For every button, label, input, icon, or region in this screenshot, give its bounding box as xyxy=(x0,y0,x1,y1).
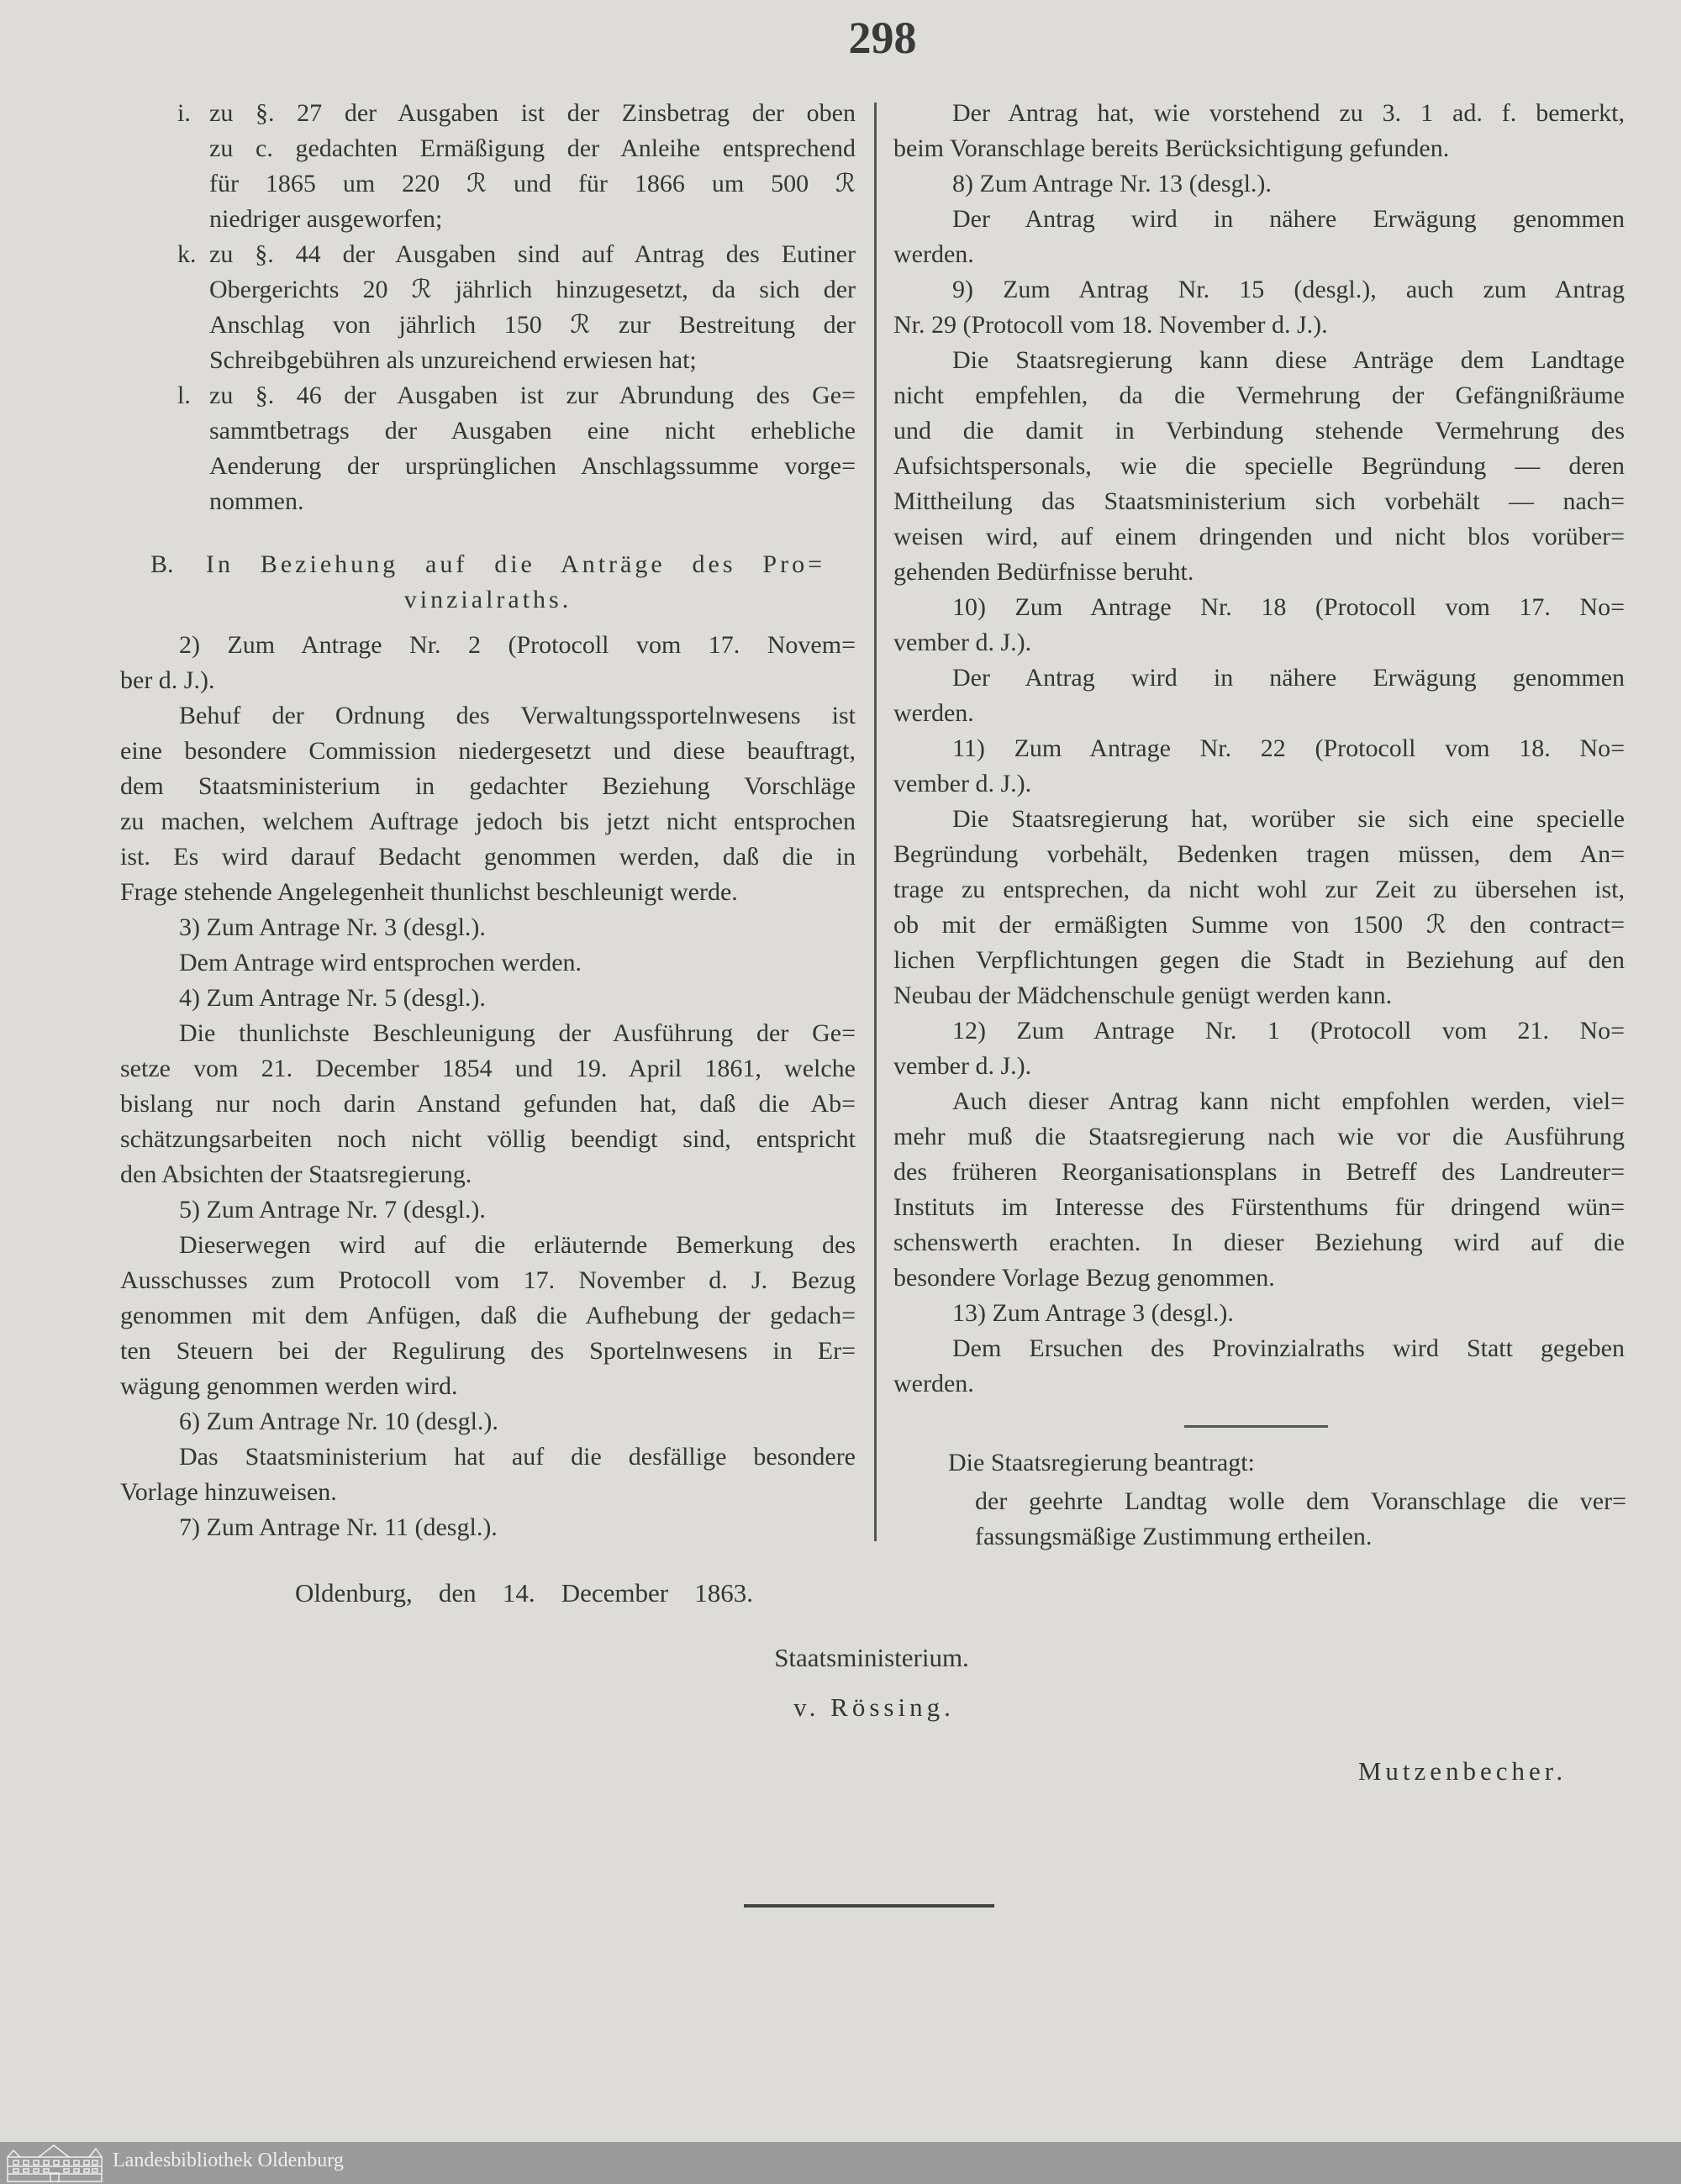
text-line: schätzungsarbeiten noch nicht völlig beendigt sind, entspricht xyxy=(120,1125,856,1153)
motion-reference xyxy=(893,272,1625,343)
paragraph xyxy=(120,1439,856,1510)
text-line: 12) Zum Antrage Nr. 1 (Protocoll vom 21. No= xyxy=(952,1017,1625,1045)
text-line: Aenderung der ursprünglichen Anschlagssumme vorge= xyxy=(209,452,856,480)
text-line: Begründung vorbehält, Bedenken tragen müssen, dem An= xyxy=(893,840,1625,868)
text-line: Mittheilung das Staatsministerium sich vorbehält — nach= xyxy=(893,487,1625,515)
text-line-content: In Beziehung auf die Anträge des Pro= xyxy=(206,550,825,578)
text-line: Die thunlichste Beschleunigung der Ausführung der Ge= xyxy=(179,1019,856,1047)
text-line: Nr. 29 (Protocoll vom 18. November d. J.). xyxy=(893,311,1328,339)
paragraph xyxy=(120,237,856,378)
motion-reference xyxy=(120,628,856,698)
text-line: bislang nur noch darin Anstand gefunden hat, daß die Ab= xyxy=(120,1090,856,1118)
text-line xyxy=(120,96,856,131)
text-line: Schreibgebühren als unzureichend erwiesen hat; xyxy=(209,346,697,374)
text-line: 10) Zum Antrage Nr. 18 (Protocoll vom 17. No= xyxy=(952,593,1625,621)
text-line: Anschlag von jährlich 150 ℛ zur Bestreitung der xyxy=(209,311,856,339)
text-line: mehr muß die Staatsregierung nach wie vor die Ausführung xyxy=(893,1123,1625,1150)
text-line: 2) Zum Antrage Nr. 2 (Protocoll vom 17. Novem= xyxy=(179,631,856,659)
text-line: gehenden Bedürfnisse beruht. xyxy=(893,558,1194,586)
text-line: niedriger ausgeworfen; xyxy=(209,205,443,233)
left-column xyxy=(120,96,856,1545)
paragraph xyxy=(120,945,856,981)
text-line: eine besondere Commission niedergesetzt und diese beauftragt, xyxy=(120,737,856,765)
text-line: Dem Antrage wird entsprochen werden. xyxy=(179,949,582,976)
motion-reference xyxy=(893,166,1625,202)
text-line: 9) Zum Antrag Nr. 15 (desgl.), auch zum Antrag xyxy=(952,276,1625,303)
text-line: vember d. J.). xyxy=(893,629,1032,656)
text-line: 3) Zum Antrage Nr. 3 (desgl.). xyxy=(179,913,486,941)
paragraph xyxy=(893,802,1625,1013)
text-line-content: zu §. 44 der Ausgaben sind auf Antrag des Eutiner xyxy=(209,240,856,268)
text-line xyxy=(120,547,856,582)
text-line: Aufsichtspersonals, wie die specielle Begründung — deren xyxy=(893,452,1625,480)
signature-office: Staatsministerium. xyxy=(774,1643,969,1672)
text-line: Dieserwegen wird auf die erläuternde Bemerkung des xyxy=(179,1231,856,1259)
text-line: nommen. xyxy=(209,487,304,515)
end-rule xyxy=(744,1904,994,1908)
text-line: Frage stehende Angelegenheit thunlichst beschleunigt werde. xyxy=(120,878,738,906)
text-line: Der Antrag hat, wie vorstehend zu 3. 1 ad. f. bemerkt, xyxy=(952,99,1625,127)
text-line: Die Staatsregierung hat, worüber sie sich eine specielle xyxy=(952,805,1625,833)
paragraph xyxy=(120,698,856,910)
list-marker: k. xyxy=(177,240,197,268)
text-line: 8) Zum Antrage Nr. 13 (desgl.). xyxy=(952,170,1272,197)
text-line: des früheren Reorganisationsplans in Betreff des Landreuter= xyxy=(893,1158,1625,1186)
signature-mutzenbecher: Mutzenbecher. xyxy=(1357,1756,1568,1786)
text-line-content: zu §. 46 der Ausgaben ist zur Abrundung des Ge= xyxy=(209,382,856,409)
text-line: 7) Zum Antrage Nr. 11 (desgl.). xyxy=(179,1513,498,1541)
text-line: Das Staatsministerium hat auf die desfällige besondere xyxy=(179,1443,856,1471)
page-number: 298 xyxy=(848,13,917,63)
text-line: dem Staatsministerium in gedachter Beziehung Vorschläge xyxy=(120,772,856,800)
text-line: werden. xyxy=(893,1370,974,1397)
text-line: Neubau der Mädchenschule genügt werden kann. xyxy=(893,981,1393,1009)
text-line: beim Voranschlage bereits Berücksichtigung gefunden. xyxy=(893,134,1450,162)
section-rule xyxy=(1184,1425,1328,1428)
motion-reference xyxy=(893,1296,1625,1331)
text-line: ist. Es wird darauf Bedacht genommen werden, daß die in xyxy=(120,843,856,871)
text-line: zu c. gedachten Ermäßigung der Anleihe entsprechend xyxy=(209,134,856,162)
text-line: lichen Verpflichtungen gegen die Stadt in Beziehung auf den xyxy=(893,946,1625,974)
motion-reference xyxy=(893,590,1625,660)
motion-reference xyxy=(120,910,856,945)
text-line: Ausschusses zum Protocoll vom 17. November d. J. Bezug xyxy=(120,1266,856,1294)
text-line xyxy=(120,378,856,413)
paragraph xyxy=(893,1084,1625,1296)
text-line: setze vom 21. December 1854 und 19. April 1861, welche xyxy=(120,1055,856,1082)
text-line: sammtbetrags der Ausgaben eine nicht erhebliche xyxy=(209,417,856,445)
motion-line: der geehrte Landtag wolle dem Voranschlage die ver= xyxy=(975,1487,1626,1515)
list-marker: i. xyxy=(177,99,191,127)
text-line: Auch dieser Antrag kann nicht empfohlen werden, viel= xyxy=(952,1087,1625,1115)
text-line: Dem Ersuchen des Provinzialraths wird Statt gegeben xyxy=(952,1334,1625,1362)
text-line: Behuf der Ordnung des Verwaltungssportelnwesens ist xyxy=(179,702,856,729)
text-line: weisen wird, auf einem dringenden und nicht blos vorüber= xyxy=(893,523,1625,550)
library-name: Landesbibliothek Oldenburg xyxy=(113,2150,344,2171)
motion-reference xyxy=(120,1192,856,1228)
text-line: vember d. J.). xyxy=(893,1052,1032,1080)
paragraph xyxy=(120,1228,856,1404)
text-line: Vorlage hinzuweisen. xyxy=(120,1478,337,1506)
paragraph xyxy=(893,96,1625,166)
motion-reference xyxy=(893,731,1625,802)
motion-reference xyxy=(120,1404,856,1439)
list-marker: B. xyxy=(150,550,174,578)
text-line: Der Antrag wird in nähere Erwägung genommen xyxy=(952,205,1625,233)
list-marker: l. xyxy=(177,382,191,409)
text-line: genommen mit dem Anfügen, daß die Aufhebung der gedach= xyxy=(120,1302,856,1329)
signature-roessing: v. Rössing. xyxy=(793,1692,955,1722)
text-line: für 1865 um 220 ℛ und für 1866 um 500 ℛ xyxy=(209,170,856,197)
motion-reference xyxy=(893,1013,1625,1084)
text-line: wägung genommen werden wird. xyxy=(120,1372,458,1400)
text-line: und die damit in Verbindung stehende Vermehrung des xyxy=(893,417,1625,445)
section-heading xyxy=(120,547,856,618)
paragraph xyxy=(120,1016,856,1192)
library-building-icon xyxy=(5,2144,104,2182)
paragraph xyxy=(893,660,1625,731)
text-line-content: zu §. 27 der Ausgaben ist der Zinsbetrag der oben xyxy=(209,99,856,127)
text-line: zu machen, welchem Auftrage jedoch bis jetzt nicht entsprochen xyxy=(120,808,856,835)
library-footer xyxy=(0,2142,1681,2184)
paragraph xyxy=(893,343,1625,590)
text-line: ob mit der ermäßigten Summe von 1500 ℛ den contract= xyxy=(893,911,1625,939)
paragraph xyxy=(120,378,856,519)
text-line: ten Steuern bei der Regulirung des Sportelnwesens in Er= xyxy=(120,1337,856,1365)
motion-intro: Die Staatsregierung beantragt: xyxy=(948,1449,1255,1476)
text-line: vember d. J.). xyxy=(893,770,1032,797)
text-line: 5) Zum Antrage Nr. 7 (desgl.). xyxy=(179,1196,486,1224)
column-divider xyxy=(874,103,877,1541)
text-line: werden. xyxy=(893,240,974,268)
text-line: Die Staatsregierung kann diese Anträge dem Landtage xyxy=(952,346,1625,374)
text-line: Der Antrag wird in nähere Erwägung genommen xyxy=(952,664,1625,692)
text-line: besondere Vorlage Bezug genommen. xyxy=(893,1264,1275,1292)
text-line: nicht empfehlen, da die Vermehrung der Gefängnißräume xyxy=(893,382,1625,409)
motion-reference xyxy=(120,1510,856,1545)
motion-text xyxy=(975,1484,1626,1555)
text-line: 6) Zum Antrage Nr. 10 (desgl.). xyxy=(179,1408,498,1435)
text-line: vinzialraths. xyxy=(403,586,572,613)
text-line xyxy=(120,237,856,272)
text-line: ber d. J.). xyxy=(120,666,215,694)
text-line: den Absichten der Staatsregierung. xyxy=(120,1160,472,1188)
text-line: 13) Zum Antrage 3 (desgl.). xyxy=(952,1299,1234,1327)
text-line: 4) Zum Antrage Nr. 5 (desgl.). xyxy=(179,984,486,1012)
text-line: trage zu entsprechen, da nicht wohl zur Zeit zu übersehen ist, xyxy=(893,876,1625,903)
motion-reference xyxy=(120,981,856,1016)
text-line: 11) Zum Antrage Nr. 22 (Protocoll vom 18. No= xyxy=(952,734,1625,762)
text-line: Obergerichts 20 ℛ jährlich hinzugesetzt, da sich der xyxy=(209,276,856,303)
text-line: werden. xyxy=(893,699,974,727)
text-line: Instituts im Interesse des Fürstenthums für dringend wün= xyxy=(893,1193,1625,1221)
right-column xyxy=(893,96,1625,1402)
place-date: Oldenburg, den 14. December 1863. xyxy=(295,1578,753,1608)
paragraph xyxy=(893,202,1625,272)
text-line: schenswerth erachten. In dieser Beziehung wird auf die xyxy=(893,1229,1625,1256)
paragraph xyxy=(893,1331,1625,1402)
motion-line: fassungsmäßige Zustimmung ertheilen. xyxy=(975,1523,1373,1550)
paragraph xyxy=(120,96,856,237)
